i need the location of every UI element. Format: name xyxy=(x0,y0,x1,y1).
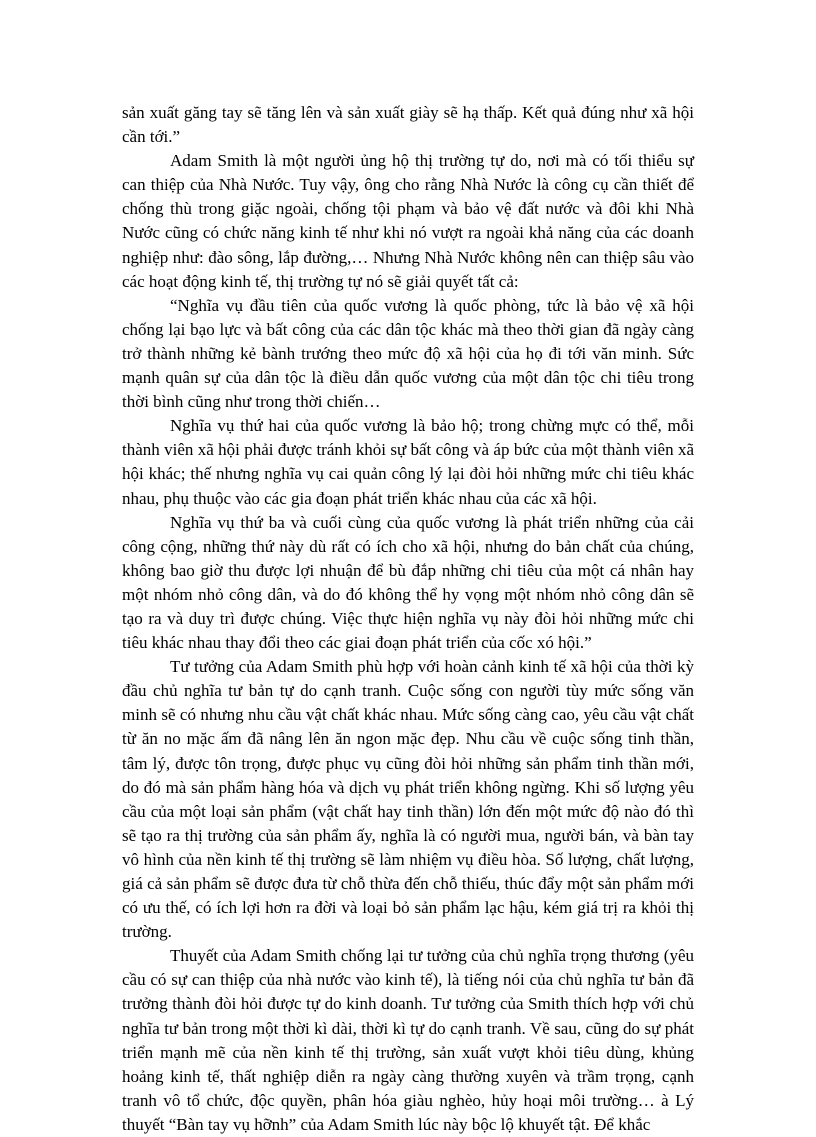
paragraph-1: sản xuất găng tay sẽ tăng lên và sản xuất giày sẽ hạ thấp. Kết quả đúng như xã hội cần tới.” xyxy=(122,103,694,147)
body-text xyxy=(122,101,694,1137)
paragraph-4-quote: Nghĩa vụ thứ hai của quốc vương là bảo hộ; trong chừng mực có thể, mỗi thành viên xã hội phải được tránh khỏi sự bất công và áp bức của một thành viên xã hội khác; thế nhưng nghĩa vụ cai quản công lý lại đòi hỏi những mức chi tiêu khác nhau, phụ thuộc vào các gia đoạn phát triển khác nhau của các xã hội. xyxy=(122,416,694,508)
paragraph-6: Tư tưởng của Adam Smith phù hợp với hoàn cảnh kinh tế xã hội của thời kỳ đầu chủ nghĩa tư bản tự do cạnh tranh. Cuộc sống con người tùy mức sống văn minh sẽ có nhưng nhu cầu vật chất khác nhau. Mức sống càng cao, yêu cầu vật chất từ ăn no mặc ấm đã nâng lên ăn ngon mặc đẹp. Nhu cầu về cuộc sống tinh thần, tâm lý, được tôn trọng, được phục vụ cũng đòi hỏi những sản phẩm tinh thần mới, do đó mà sản phẩm hàng hóa và dịch vụ phát triển không ngừng. Khi số lượng yêu cầu của một loại sản phẩm (vật chất hay tinh thần) lớn đến một mức độ nào đó thì sẽ tạo ra thị trường của sản phẩm ấy, nghĩa là có người mua, người bán, và bàn tay vô hình của nền kinh tế thị trường sẽ làm nhiệm vụ điều hòa. Số lượng, chất lượng, giá cả sản phẩm sẽ được đưa từ chỗ thừa đến chỗ thiếu, thúc đẩy một sản phẩm mới có ưu thế, có ích lợi hơn ra đời và loại bỏ sản phẩm lạc hậu, kém giá trị ra khỏi thị trường. xyxy=(122,657,694,942)
paragraph-3-quote: “Nghĩa vụ đầu tiên của quốc vương là quốc phòng, tức là bảo vệ xã hội chống lại bạo lực và bất công của các dân tộc khác mà theo thời gian đã ngày càng trở thành những kẻ bành trướng theo mức độ xã hội của họ đi tới văn minh. Sức mạnh quân sự của dân tộc là điều dẫn quốc vương của một dân tộc chi tiêu trong thời bình cũng như trong thời chiến… xyxy=(122,295,694,412)
paragraph-5-quote: Nghĩa vụ thứ ba và cuối cùng của quốc vương là phát triển những của cải công cộng, những thứ này dù rất có ích cho xã hội, nhưng do bản chất của chúng, không bao giờ thu được lợi nhuận để bù đắp những chi tiêu của một cá nhân hay một nhóm nhỏ công dân, và do đó không thể hy vọng một nhóm nhỏ công dân sẽ tạo ra và duy trì được chúng. Việc thực hiện nghĩa vụ này đòi hỏi những mức chi tiêu khác nhau thay đổi theo các giai đoạn phát triển của cốc xó hội.” xyxy=(122,512,694,653)
paragraph-2: Adam Smith là một người ủng hộ thị trường tự do, nơi mà có tối thiểu sự can thiệp của Nhà Nước. Tuy vậy, ông cho rằng Nhà Nước là công cụ cần thiết để chống thù trong giặc ngoài, chống tội phạm và bảo vệ đất nước và đôi khi Nhà Nước cũng có chức năng kinh tế như khi nó vượt ra ngoài khả năng của các doanh nghiệp như: đào sông, lắp đường,… Nhưng Nhà Nước không nên can thiệp sâu vào các hoạt động kinh tế, thị trường tự nó sẽ giải quyết tất cả: xyxy=(122,151,694,291)
paragraph-7: Thuyết của Adam Smith chống lại tư tưởng của chủ nghĩa trọng thương (yêu cầu có sự can thiệp của nhà nước vào kinh tế), là tiếng nói của chủ nghĩa tư bản đã trưởng thành đòi hỏi được tự do kinh doanh. Tư tưởng của Smith thích hợp với chủ nghĩa tư bản trong một thời kì dài, thời kì tự do cạnh tranh. Về sau, cũng do sự phát triển mạnh mẽ của nền kinh tế thị trường, sản xuất vượt khỏi tiêu dùng, khủng hoảng kinh tế, thất nghiệp diễn ra ngày càng thường xuyên và trầm trọng, cạnh tranh vô tổ chức, độc quyền, phân hóa giàu nghèo, hủy hoại môi trường… à Lý thuyết “Bàn tay vụ hỡnh” của Adam Smith lúc này bộc lộ khuyết tật. Để khắc xyxy=(122,946,694,1134)
